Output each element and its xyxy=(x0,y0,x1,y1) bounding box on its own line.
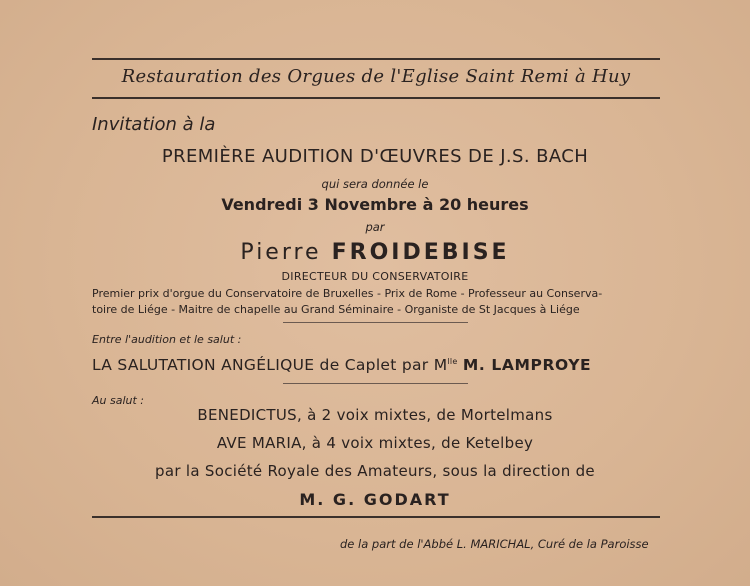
footer-rule xyxy=(92,516,660,518)
performer-title: DIRECTEUR DU CONSERVATOIRE xyxy=(281,270,469,283)
performer-name xyxy=(0,240,750,265)
header-bottom-rule xyxy=(92,97,660,99)
au-salut-label: Au salut : xyxy=(92,394,145,407)
performer-credentials-line2: toire de Liége - Maitre de chapelle au Grand Séminaire - Organiste de St Jacques à Liége xyxy=(92,303,580,316)
invitation-label: Invitation à la xyxy=(92,114,216,135)
performer-last-name: FROIDEBISE xyxy=(331,240,510,265)
header-top-rule xyxy=(92,58,660,60)
mlle-superscript: lle xyxy=(447,356,458,366)
event-title: PREMIÈRE AUDITION D'ŒUVRES DE J.S. BACH xyxy=(161,146,589,167)
salutation-text: LA SALUTATION ANGÉLIQUE de Caplet par M xyxy=(92,356,448,374)
entre-label: Entre l'audition et le salut : xyxy=(92,333,242,346)
conductor-name: M. G. GODART xyxy=(299,490,451,509)
qui-sera-text: qui sera donnée le xyxy=(321,177,429,191)
singer-name: M. LAMPROYE xyxy=(462,356,592,374)
salutation-line xyxy=(92,356,591,374)
par-text: par xyxy=(365,220,385,234)
event-date: Vendredi 3 Novembre à 20 heures xyxy=(221,195,529,214)
header-title: Restauration des Orgues de l'Eglise Saint Remi à Huy xyxy=(121,66,631,87)
footer-text: de la part de l'Abbé L. MARICHAL, Curé de la Paroisse xyxy=(340,537,649,551)
choir-work-benedictus: BENEDICTUS, à 2 voix mixtes, de Mortelmans xyxy=(197,406,553,424)
performer-first-name: Pierre xyxy=(240,240,322,265)
divider xyxy=(283,383,468,384)
performer-credentials-line1: Premier prix d'orgue du Conservatoire de Bruxelles - Prix de Rome - Professeur au Conserva- xyxy=(92,287,603,300)
choir-work-ave-maria: AVE MARIA, à 4 voix mixtes, de Ketelbey xyxy=(216,434,534,452)
choir-direction-text: par la Société Royale des Amateurs, sous la direction de xyxy=(155,462,595,480)
divider xyxy=(283,322,468,323)
